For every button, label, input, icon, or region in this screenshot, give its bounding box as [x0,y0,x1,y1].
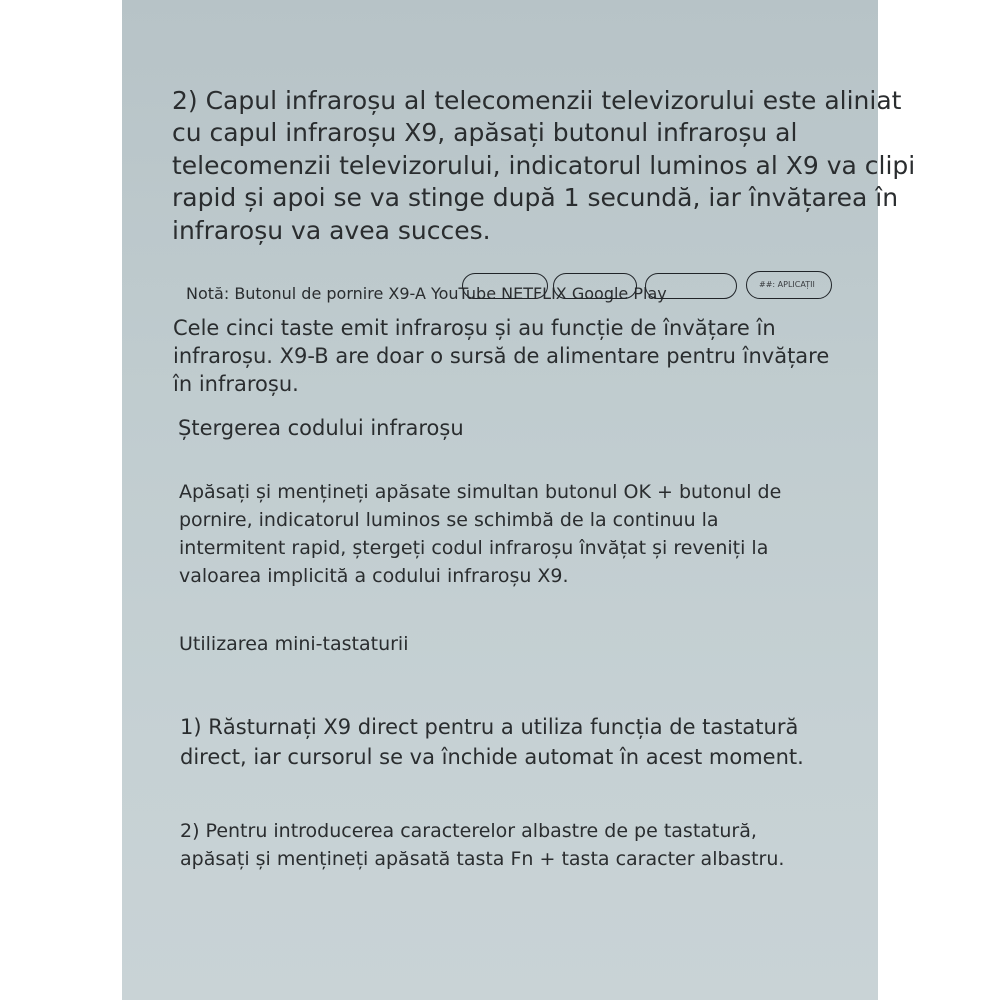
ir-step2-line-1: 2) Capul infraroșu al telecomenzii televizorului este aliniat [172,86,902,115]
keyboard-step2-line-1: 2) Pentru introducerea caracterelor albastre de pe tastatură, [180,820,757,842]
ir-step2-line-4: rapid și apoi se va stinge după 1 secundă, iar învățarea în [172,183,899,212]
apps-button-label: ##: APLICAȚII [759,280,815,289]
keyboard-step2-line-2: apăsați și mențineți apăsată tasta Fn + tasta caracter albastru. [180,848,785,870]
ir-note-cont-line-1: Cele cinci taste emit infraroșu și au funcție de învățare în [173,316,776,340]
ir-note-cont-line-2: infraroșu. X9-B are doar o sursă de alimentare pentru învățare [173,344,830,368]
ir-step2-line-2: cu capul infraroșu X9, apăsați butonul infraroșu al [172,118,798,147]
ir-step2-line-3: telecomenzii televizorului, indicatorul luminos al X9 va clipi [172,151,916,180]
delete-ir-line-2: pornire, indicatorul luminos se schimbă de la continuu la [179,509,719,531]
power-button-outline [462,273,548,299]
delete-ir-line-1: Apăsați și mențineți apăsate simultan butonul OK + butonul de [179,481,782,503]
delete-ir-heading: Ștergerea codului infraroșu [178,416,464,440]
delete-ir-line-4: valoarea implicită a codului infraroșu X9. [179,565,569,587]
netflix-button-outline [645,273,737,299]
mini-keyboard-heading: Utilizarea mini-tastaturii [179,633,409,655]
keyboard-step1-line-2: direct, iar cursorul se va închide automat în acest moment. [180,745,804,769]
ir-step2-line-5: infraroșu va avea succes. [172,216,491,245]
keyboard-step1-line-1: 1) Răsturnați X9 direct pentru a utiliza funcția de tastatură [180,715,799,739]
youtube-button-outline [553,273,637,299]
ir-note-cont-line-3: în infraroșu. [173,372,299,396]
delete-ir-line-3: intermitent rapid, ștergeți codul infraroșu învățat și reveniți la [179,537,769,559]
ir-note: Notă: Butonul de pornire X9-A YouTube NETFLIX Google Play [186,284,667,303]
